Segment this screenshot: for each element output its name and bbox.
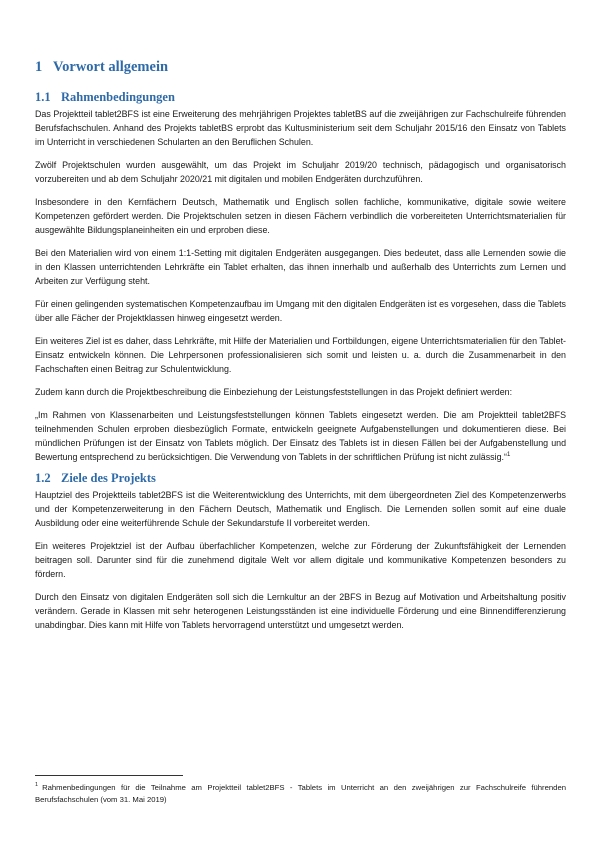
document-page — [35, 58, 566, 641]
paragraph: Ein weiteres Projektziel ist der Aufbau überfachlicher Kompetenzen, welche zur Förderung der Zukunftsfähigkeit der Lernenden beitragen soll. Darunter sind für die zunehmend digitale Welt vor allem digitale und kommunikative Kompetenzen besonders zu fördern. — [35, 541, 566, 579]
paragraph: Zudem kann durch die Projektbeschreibung die Einbeziehung der Leistungsfeststellungen in das Projekt definiert werden: — [35, 387, 513, 397]
quote-paragraph — [35, 408, 566, 464]
paragraph: Bei den Materialien wird von einem 1:1-Setting mit digitalen Endgeräten ausgegangen. Dies bedeutet, dass alle Lernenden sowie die in den Klassen unterrichtenden Lehrkräfte ein Tablet erhalten, das ihnen innerhalb und außerhalb des Unterrichts zum Lernen und Arbeiten zur Verfügung steht. — [35, 248, 566, 286]
quote-text: „Im Rahmen von Klassenarbeiten und Leistungsfeststellungen können Tablets eingesetzt werden. Die am Projektteil tablet2BFS teilnehmenden Schulen erproben diesbezüglich Formate, entwickeln geeignete Aufgabenstellungen und dokumentieren diese. Bei mündlichen Prüfungen ist der Einsatz von Tablets möglich. Der Einsatz des Tablets ist in diesen Fällen bei der Aufgabenstellung und Bewertung entsprechend zu berücksichtigen. Die Verwendung von Tablets in der schriftlichen Prüfung ist nicht zulässig.“ — [35, 410, 566, 462]
paragraph: Hauptziel des Projektteils tablet2BFS ist die Weiterentwicklung des Unterrichts, mit dem übergeordneten Ziel des Kompetenzerwerbs und der Kompetenzerweiterung in den Fächern Deutsch, Mathematik und Englisch. Die Lernenden sollen somit auf eine duale Ausbildung oder eine weiterführende Schule der Sekundarstufe II vorbereitet werden. — [35, 490, 566, 528]
section-title: Rahmenbedingungen — [61, 90, 175, 104]
paragraph: Ein weiteres Ziel ist es daher, dass Lehrkräfte, mit Hilfe der Materialien und Fortbildungen, eigene Unterrichtsmaterialien für den Tablet-Einsatz entwickeln können. Die Lehrpersonen professionalisieren sich somit und leisten u. a. durch die Zusammenarbeit in den Fachschaften einen Beitrag zur Schulentwicklung. — [35, 336, 566, 374]
paragraph: Zwölf Projektschulen wurden ausgewählt, um das Projekt im Schuljahr 2019/20 technisch, pädagogisch und organisatorisch vorzubereiten und ab dem Schuljahr 2020/21 mit digitalen und mobilen Endgeräten durchzuführen. — [35, 160, 566, 184]
paragraph: Durch den Einsatz von digitalen Endgeräten soll sich die Lernkultur an der 2BFS in Bezug auf Motivation und Arbeitshaltung positiv verändern. Gerade in Klassen mit sehr heterogenen Leistungsständen ist eine individuelle Förderung und eine Binnendifferenzierung unabdingbar. Dies kann mit Hilfe von Tablets hervorragend unterstützt und umgesetzt werden. — [35, 592, 566, 630]
section-heading-rahmenbedingungen — [35, 89, 566, 105]
paragraph: Für einen gelingenden systematischen Kompetenzaufbau im Umgang mit den digitalen Endgeräten ist es vorgesehen, dass die Tablets über alle Fächer der Projektklassen hinweg eingesetzt werden. — [35, 299, 566, 323]
footnote — [35, 782, 566, 806]
paragraph: Das Projektteil tablet2BFS ist eine Erweiterung des mehrjährigen Projektes tabletBS auf die zweijährigen zur Fachschulreife führenden Berufsfachschulen. Anhand des Projekts tabletBS erprobt das Kultusministerium seit dem Schuljahr 2015/16 den Einsatz von Tablets im Unterricht in verschiedenen Schularten an den Beruflichen Schulen. — [35, 109, 566, 147]
chapter-title: Vorwort allgemein — [53, 59, 169, 75]
section-number: 1.2 — [35, 471, 51, 485]
paragraph: Insbesondere in den Kernfächern Deutsch, Mathematik und Englisch sollen fachliche, kommunikative, digitale sowie weitere Kompetenzen gefördert werden. Die Projektschulen setzen in diesen Fächern verbindlich die vorbereiteten Unterrichtsmaterialien für ausgewählte Bildungsplaneinheiten ein und erproben diese. — [35, 197, 566, 235]
footnote-divider — [35, 775, 183, 776]
section-heading-ziele — [35, 470, 566, 486]
chapter-number: 1 — [35, 59, 43, 75]
section-title: Ziele des Projekts — [61, 471, 156, 485]
footnote-number: 1 — [35, 782, 39, 789]
footnote-text: Rahmenbedingungen für die Teilnahme am Projektteil tablet2BFS - Tablets im Unterricht an den zweijährigen zur Fachschulreife führenden Berufsfachschulen (vom 31. Mai 2019) — [35, 783, 566, 804]
footnote-reference[interactable]: 1 — [506, 452, 511, 459]
chapter-heading — [35, 58, 566, 76]
section-number: 1.1 — [35, 90, 51, 104]
